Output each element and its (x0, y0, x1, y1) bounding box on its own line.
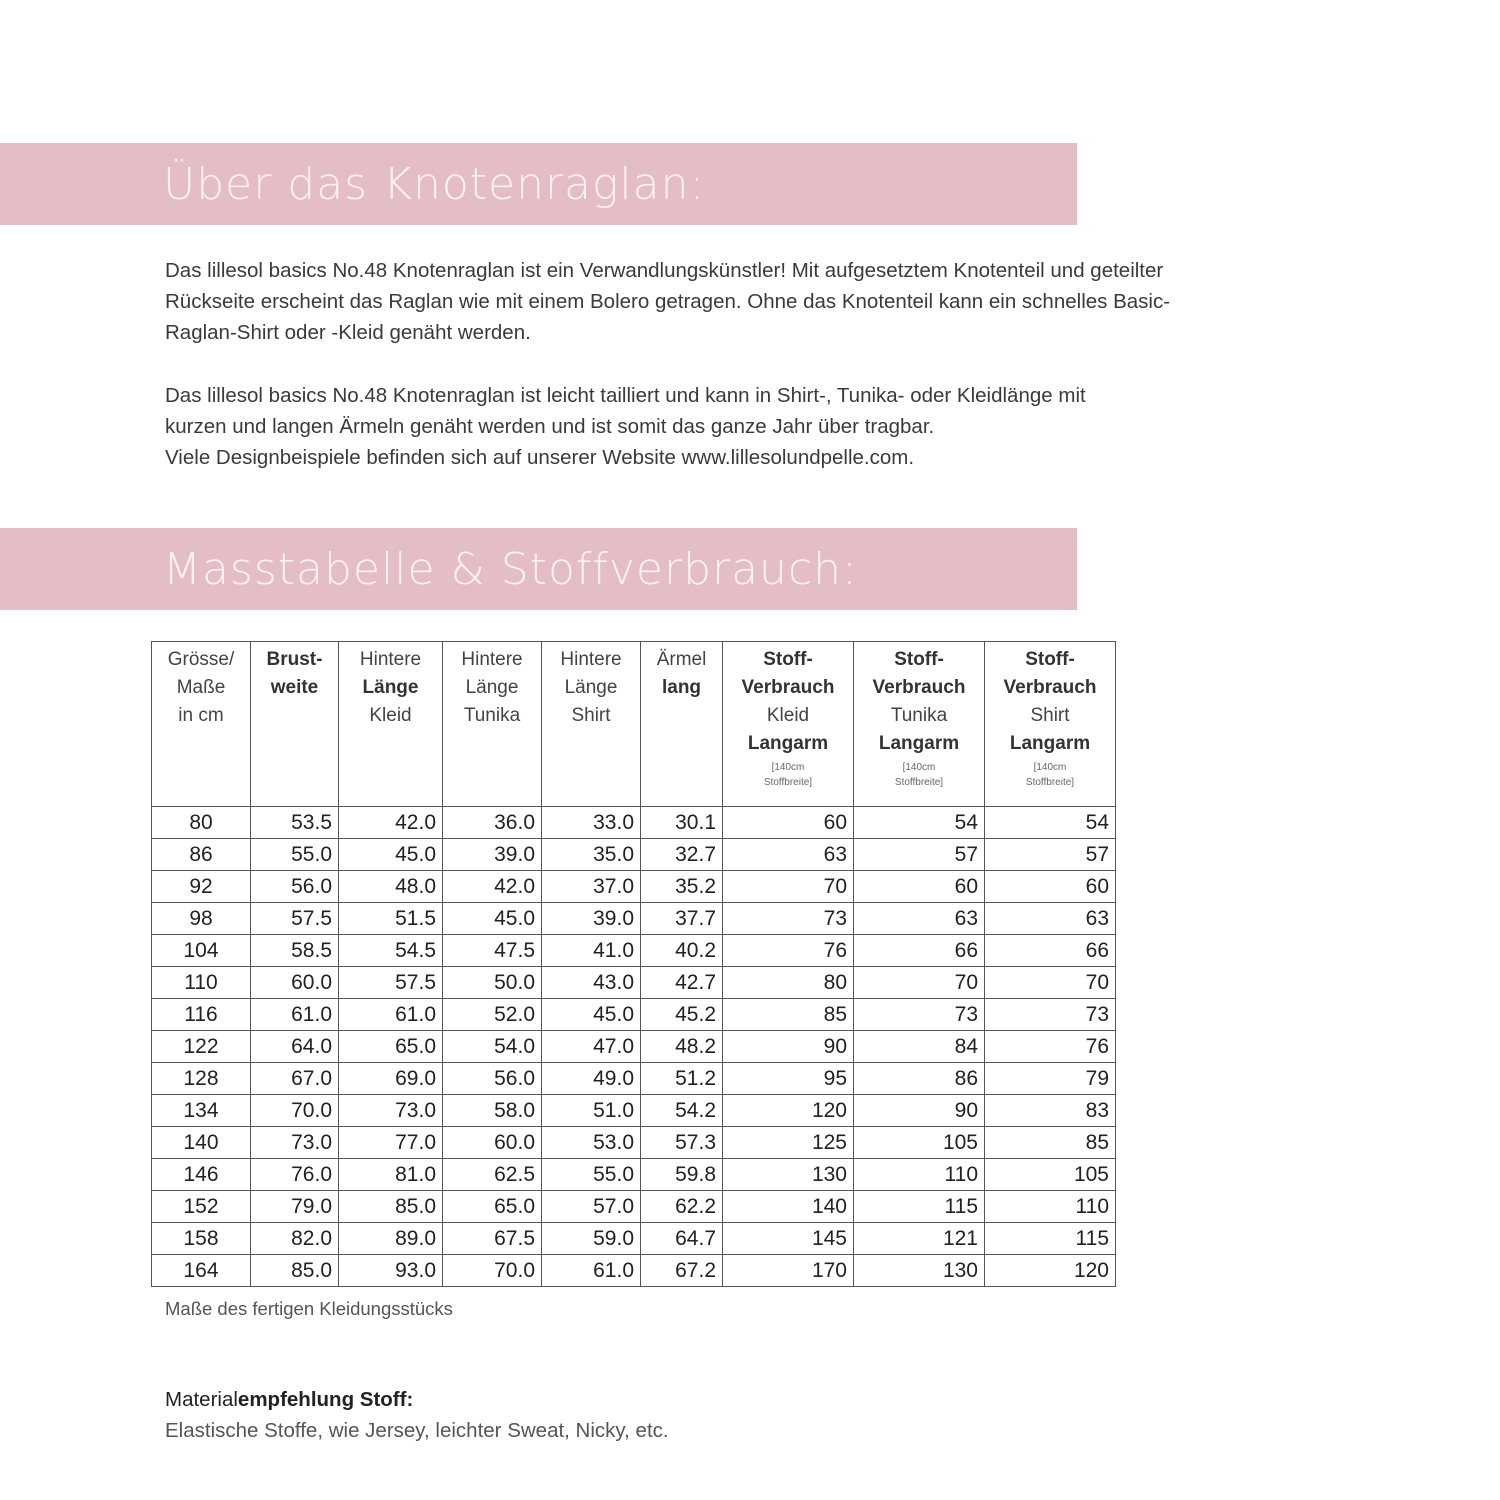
size-cell: 116 (152, 999, 251, 1031)
intro-paragraph-2 (165, 380, 1225, 473)
header-fabric-dress: Stoff- Verbrauch Kleid Langarm [140cm Stoffbreite] (723, 642, 854, 807)
table-cell: 73.0 (339, 1095, 443, 1127)
table-cell: 85.0 (251, 1255, 339, 1287)
table-cell: 79.0 (251, 1191, 339, 1223)
table-cell: 54.2 (641, 1095, 723, 1127)
table-cell: 60 (985, 871, 1116, 903)
table-cell: 37.7 (641, 903, 723, 935)
table-cell: 40.2 (641, 935, 723, 967)
table-cell: 145 (723, 1223, 854, 1255)
table-cell: 63 (985, 903, 1116, 935)
size-cell: 164 (152, 1255, 251, 1287)
table-cell: 59.8 (641, 1159, 723, 1191)
size-cell: 140 (152, 1127, 251, 1159)
table-cell: 35.2 (641, 871, 723, 903)
table-cell: 76 (985, 1031, 1116, 1063)
table-row (152, 1223, 1116, 1255)
table-cell: 80 (723, 967, 854, 999)
table-cell: 95 (723, 1063, 854, 1095)
table-cell: 49.0 (542, 1063, 641, 1095)
table-row (152, 1191, 1116, 1223)
table-cell: 105 (854, 1127, 985, 1159)
table-cell: 54.5 (339, 935, 443, 967)
table-cell: 84 (854, 1031, 985, 1063)
table-cell: 67.5 (443, 1223, 542, 1255)
table-cell: 76 (723, 935, 854, 967)
header-back-length-dress: Hintere Länge Kleid (339, 642, 443, 807)
table-cell: 85 (723, 999, 854, 1031)
table-cell: 57.0 (542, 1191, 641, 1223)
size-cell: 98 (152, 903, 251, 935)
table-cell: 54 (985, 807, 1116, 839)
table-cell: 110 (985, 1191, 1116, 1223)
size-cell: 128 (152, 1063, 251, 1095)
intro-paragraph-2-line-3: Viele Designbeispiele befinden sich auf unserer Website www.lillesolundpelle.com. (165, 446, 915, 469)
table-cell: 140 (723, 1191, 854, 1223)
table-cell: 63 (854, 903, 985, 935)
table-cell: 115 (985, 1223, 1116, 1255)
table-cell: 36.0 (443, 807, 542, 839)
table-row (152, 807, 1116, 839)
table-cell: 77.0 (339, 1127, 443, 1159)
table-row (152, 1031, 1116, 1063)
intro-paragraph-1-text: Das lillesol basics No.48 Knotenraglan ist ein Verwandlungskünstler! Mit aufgesetztem Knotenteil und geteilter Rückseite erscheint das Raglan wie mit einem Bolero getragen. Ohne das Knotenteil kann ein schnelles Basic-Raglan-Shirt oder -Kleid genäht werden. (165, 259, 1171, 344)
table-cell: 39.0 (542, 903, 641, 935)
table-cell: 53.0 (542, 1127, 641, 1159)
size-cell: 104 (152, 935, 251, 967)
table-cell: 85.0 (339, 1191, 443, 1223)
table-cell: 89.0 (339, 1223, 443, 1255)
table-cell: 69.0 (339, 1063, 443, 1095)
table-cell: 63 (723, 839, 854, 871)
section-banner-about (0, 143, 1077, 225)
table-cell: 57.5 (251, 903, 339, 935)
table-cell: 51.0 (542, 1095, 641, 1127)
table-cell: 90 (723, 1031, 854, 1063)
table-cell: 60 (723, 807, 854, 839)
table-row (152, 903, 1116, 935)
material-heading: Materialempfehlung Stoff: (165, 1388, 414, 1411)
table-note: Maße des fertigen Kleidungsstücks (165, 1298, 453, 1319)
table-cell: 130 (723, 1159, 854, 1191)
table-cell: 73 (723, 903, 854, 935)
table-cell: 66 (985, 935, 1116, 967)
table-cell: 54.0 (443, 1031, 542, 1063)
table-cell: 90 (854, 1095, 985, 1127)
table-cell: 61.0 (251, 999, 339, 1031)
table-cell: 73.0 (251, 1127, 339, 1159)
header-chest-width: Brust- weite (251, 642, 339, 807)
table-cell: 57.3 (641, 1127, 723, 1159)
table-row (152, 1095, 1116, 1127)
table-cell: 33.0 (542, 807, 641, 839)
table-cell: 105 (985, 1159, 1116, 1191)
table-cell: 64.7 (641, 1223, 723, 1255)
header-fabric-tunic: Stoff- Verbrauch Tunika Langarm [140cm Stoffbreite] (854, 642, 985, 807)
table-cell: 83 (985, 1095, 1116, 1127)
table-cell: 45.0 (339, 839, 443, 871)
table-cell: 42.0 (339, 807, 443, 839)
table-row (152, 1127, 1116, 1159)
size-cell: 80 (152, 807, 251, 839)
table-cell: 56.0 (443, 1063, 542, 1095)
table-cell: 47.0 (542, 1031, 641, 1063)
table-cell: 35.0 (542, 839, 641, 871)
table-cell: 65.0 (443, 1191, 542, 1223)
table-cell: 70.0 (443, 1255, 542, 1287)
table-cell: 39.0 (443, 839, 542, 871)
table-cell: 120 (985, 1255, 1116, 1287)
table-cell: 55.0 (542, 1159, 641, 1191)
table-row (152, 1159, 1116, 1191)
table-row (152, 1255, 1116, 1287)
table-row (152, 1063, 1116, 1095)
section-title-about: Über das Knotenraglan: (163, 159, 706, 210)
table-cell: 67.2 (641, 1255, 723, 1287)
header-fabric-shirt: Stoff- Verbrauch Shirt Langarm [140cm Stoffbreite] (985, 642, 1116, 807)
table-cell: 67.0 (251, 1063, 339, 1095)
table-cell: 45.0 (542, 999, 641, 1031)
table-cell: 65.0 (339, 1031, 443, 1063)
table-cell: 70.0 (251, 1095, 339, 1127)
table-cell: 37.0 (542, 871, 641, 903)
table-cell: 93.0 (339, 1255, 443, 1287)
header-sleeve-long: Ärmel lang (641, 642, 723, 807)
table-cell: 130 (854, 1255, 985, 1287)
table-cell: 125 (723, 1127, 854, 1159)
table-cell: 57 (985, 839, 1116, 871)
table-cell: 58.5 (251, 935, 339, 967)
table-cell: 48.2 (641, 1031, 723, 1063)
table-row (152, 967, 1116, 999)
table-cell: 62.2 (641, 1191, 723, 1223)
material-text: Elastische Stoffe, wie Jersey, leichter Sweat, Nicky, etc. (165, 1419, 669, 1442)
table-cell: 55.0 (251, 839, 339, 871)
header-size: Grösse/ Maße in cm (152, 642, 251, 807)
header-back-length-tunic: Hintere Länge Tunika (443, 642, 542, 807)
header-back-length-shirt: Hintere Länge Shirt (542, 642, 641, 807)
table-cell: 52.0 (443, 999, 542, 1031)
size-cell: 122 (152, 1031, 251, 1063)
table-header-row (152, 642, 1116, 807)
table-cell: 70 (854, 967, 985, 999)
table-cell: 54 (854, 807, 985, 839)
table-cell: 32.7 (641, 839, 723, 871)
table-cell: 51.5 (339, 903, 443, 935)
table-cell: 73 (985, 999, 1116, 1031)
table-cell: 51.2 (641, 1063, 723, 1095)
intro-paragraph-2-line-1: Das lillesol basics No.48 Knotenraglan ist leicht tailliert und kann in Shirt-, Tunika- oder Kleidlänge mit (165, 384, 1086, 407)
size-cell: 110 (152, 967, 251, 999)
size-cell: 152 (152, 1191, 251, 1223)
table-cell: 86 (854, 1063, 985, 1095)
table-cell: 62.5 (443, 1159, 542, 1191)
table-cell: 82.0 (251, 1223, 339, 1255)
table-cell: 59.0 (542, 1223, 641, 1255)
intro-paragraph-2-line-2: kurzen und langen Ärmeln genäht werden und ist somit das ganze Jahr über tragbar. (165, 415, 935, 438)
table-cell: 57.5 (339, 967, 443, 999)
table-row (152, 871, 1116, 903)
table-cell: 79 (985, 1063, 1116, 1095)
table-cell: 42.0 (443, 871, 542, 903)
table-body (152, 807, 1116, 1287)
table-cell: 64.0 (251, 1031, 339, 1063)
table-cell: 47.5 (443, 935, 542, 967)
table-cell: 60 (854, 871, 985, 903)
size-cell: 134 (152, 1095, 251, 1127)
table-cell: 43.0 (542, 967, 641, 999)
table-row (152, 999, 1116, 1031)
table-cell: 53.5 (251, 807, 339, 839)
table-cell: 60.0 (443, 1127, 542, 1159)
table-row (152, 839, 1116, 871)
table-cell: 115 (854, 1191, 985, 1223)
table-cell: 76.0 (251, 1159, 339, 1191)
table-cell: 121 (854, 1223, 985, 1255)
table-cell: 60.0 (251, 967, 339, 999)
table-cell: 42.7 (641, 967, 723, 999)
table-cell: 30.1 (641, 807, 723, 839)
table-cell: 57 (854, 839, 985, 871)
table-cell: 170 (723, 1255, 854, 1287)
size-cell: 146 (152, 1159, 251, 1191)
table-cell: 81.0 (339, 1159, 443, 1191)
section-title-size-chart: Masstabelle & Stoffverbrauch: (163, 544, 858, 595)
size-cell: 86 (152, 839, 251, 871)
table-cell: 61.0 (542, 1255, 641, 1287)
table-cell: 41.0 (542, 935, 641, 967)
table-cell: 45.0 (443, 903, 542, 935)
size-cell: 158 (152, 1223, 251, 1255)
table-cell: 58.0 (443, 1095, 542, 1127)
table-cell: 45.2 (641, 999, 723, 1031)
intro-paragraph-1 (165, 255, 1225, 348)
table-cell: 50.0 (443, 967, 542, 999)
table-cell: 70 (723, 871, 854, 903)
table-cell: 66 (854, 935, 985, 967)
table-cell: 120 (723, 1095, 854, 1127)
table-cell: 85 (985, 1127, 1116, 1159)
table-cell: 73 (854, 999, 985, 1031)
table-cell: 61.0 (339, 999, 443, 1031)
table-cell: 110 (854, 1159, 985, 1191)
section-banner-size-chart (0, 528, 1077, 610)
table-cell: 48.0 (339, 871, 443, 903)
table-row (152, 935, 1116, 967)
size-cell: 92 (152, 871, 251, 903)
table-cell: 56.0 (251, 871, 339, 903)
table-cell: 70 (985, 967, 1116, 999)
size-chart-table (151, 641, 1116, 1287)
